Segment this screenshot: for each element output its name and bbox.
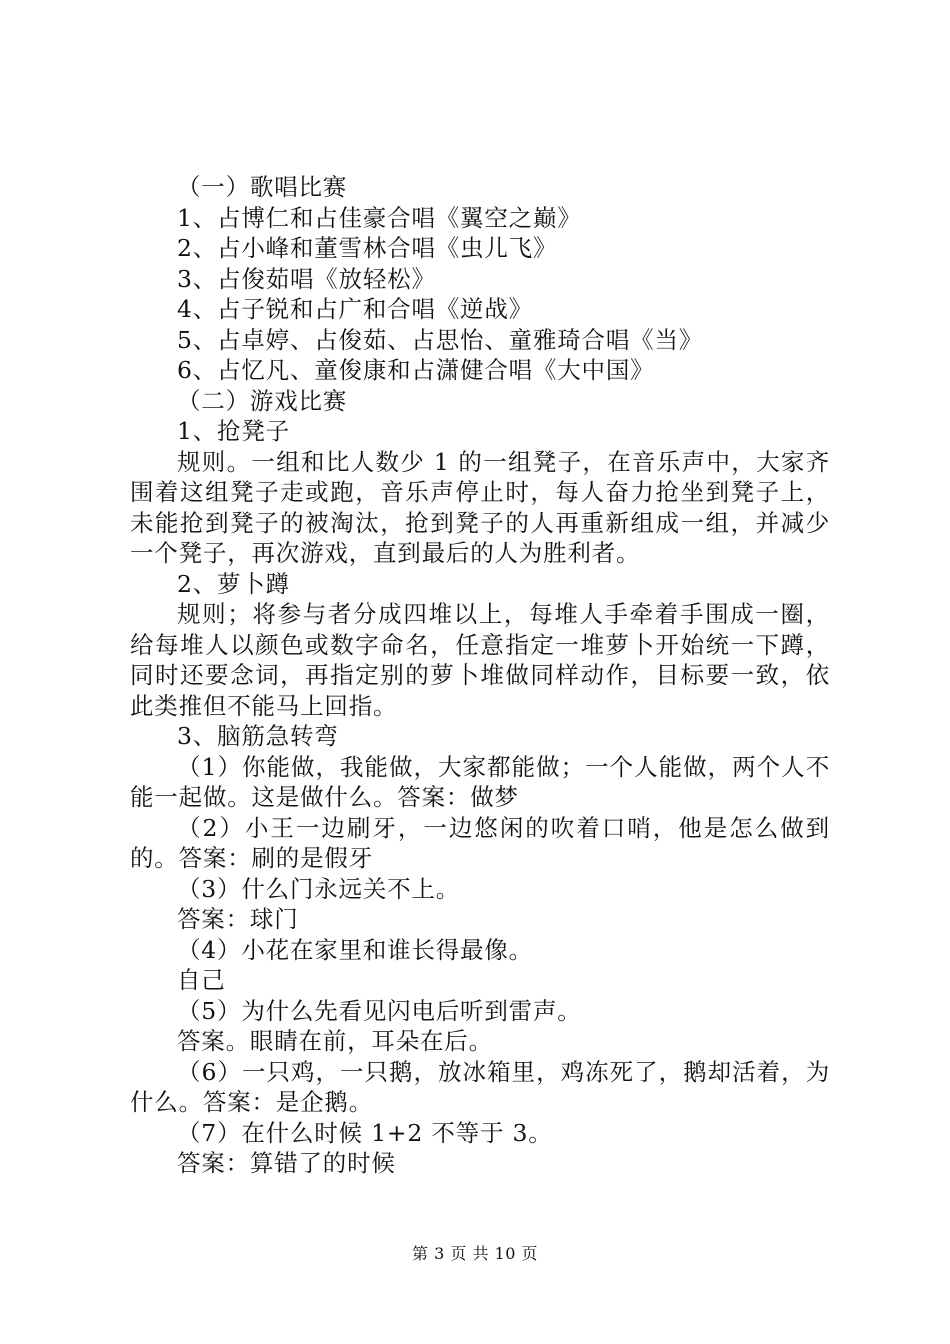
game-rule-paragraph: 规则。一组和比人数少 1 的一组凳子，在音乐声中，大家齐围着这组凳子走或跑，音乐声停止时，每人奋力抢坐到凳子上，未能抢到凳子的被淘汰，抢到凳子的人再重新组成一组，并减少一个凳子，再次游戏，直到最后的人为胜利者。 — [130, 447, 830, 567]
game-rule-paragraph: 规则；将参与者分成四堆以上，每堆人手牵着手围成一圈，给每堆人以颜色或数字命名，任意指定一堆萝卜开始统一下蹲，同时还要念词，再指定别的萝卜堆做同样动作，目标要一致，依此类推但不能马上回指。 — [130, 600, 830, 720]
riddle-question: （4）小花在家里和谁长得最像。 — [177, 935, 533, 964]
document-body — [130, 172, 830, 1179]
riddle-answer: 答案：算错了的时候 — [177, 1149, 396, 1177]
song-item: 6、占忆凡、童俊康和占潇健合唱《大中国》 — [177, 356, 655, 384]
riddle-answer: 答案。眼睛在前，耳朵在后。 — [177, 1027, 493, 1055]
riddle-paragraph: （6）一只鸡，一只鹅，放冰箱里，鸡冻死了，鹅却活着，为什么。答案：是企鹅。 — [130, 1057, 830, 1116]
riddle-question: （7）在什么时候 1+2 不等于 3。 — [177, 1118, 553, 1147]
riddle-paragraph: （1）你能做，我能做，大家都能做；一个人能做，两个人不能一起做。这是做什么。答案：做梦 — [130, 752, 830, 811]
song-item: 5、占卓婷、占俊茹、占思怡、童雅琦合唱《当》 — [177, 325, 704, 354]
page-footer: 第 3 页 共 10 页 — [412, 1244, 538, 1263]
song-item: 4、占子锐和占广和合唱《逆战》 — [177, 295, 533, 323]
song-item: 2、占小峰和董雪林合唱《虫儿飞》 — [177, 234, 558, 262]
game-title: 1、抢凳子 — [177, 417, 290, 445]
song-item: 1、占博仁和占佳豪合唱《翼空之巅》 — [177, 203, 582, 232]
section-title-singing: （一）歌唱比赛 — [177, 173, 348, 201]
section-title-games: （二）游戏比赛 — [177, 386, 348, 415]
song-item: 3、占俊茹唱《放轻松》 — [177, 264, 436, 293]
riddle-paragraph: （2）小王一边刷牙，一边悠闲的吹着口哨，他是怎么做到的。答案：刷的是假牙 — [130, 813, 830, 872]
riddle-answer: 答案：球门 — [177, 905, 299, 933]
riddle-question: （5）为什么先看见闪电后听到雷声。 — [177, 996, 582, 1025]
riddle-answer: 自己 — [177, 966, 226, 994]
game-title: 2、萝卜蹲 — [177, 569, 290, 598]
riddle-question: （3）什么门永远关不上。 — [177, 874, 461, 903]
game-title: 3、脑筋急转弯 — [177, 722, 339, 750]
